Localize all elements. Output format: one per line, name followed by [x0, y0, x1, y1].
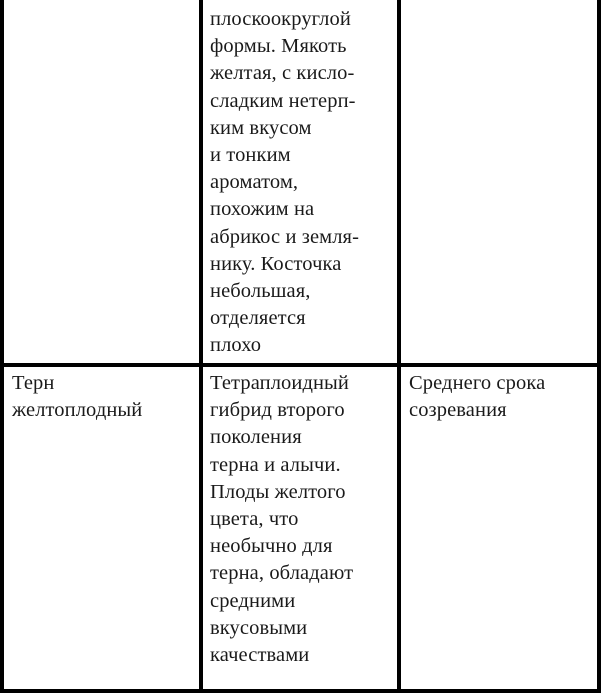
table-cell-ripening: Среднего срока созревания [409, 372, 546, 422]
table-border-left [0, 0, 4, 693]
row-divider [0, 363, 601, 367]
table-border-right [597, 0, 601, 693]
table-cell-variety: Терн желтоплодный [12, 372, 143, 422]
table-border-bottom [0, 689, 601, 693]
table-cell-description: плоскоокруглой формы. Мякоть желтая, с кисло- сладким нетерп- ким вкусом и тонким ароматом, похожим на абрикос и земля- нику. Косточка небольшая, отделяется плохо [210, 8, 360, 357]
column-divider-2 [397, 0, 401, 693]
column-divider-1 [199, 0, 203, 693]
table-cell-description: Тетраплоидный гибрид второго поколения терна и алычи. Плоды желтого цвета, что необычно для терна, обладают средними вкусовыми качествами [210, 372, 354, 667]
